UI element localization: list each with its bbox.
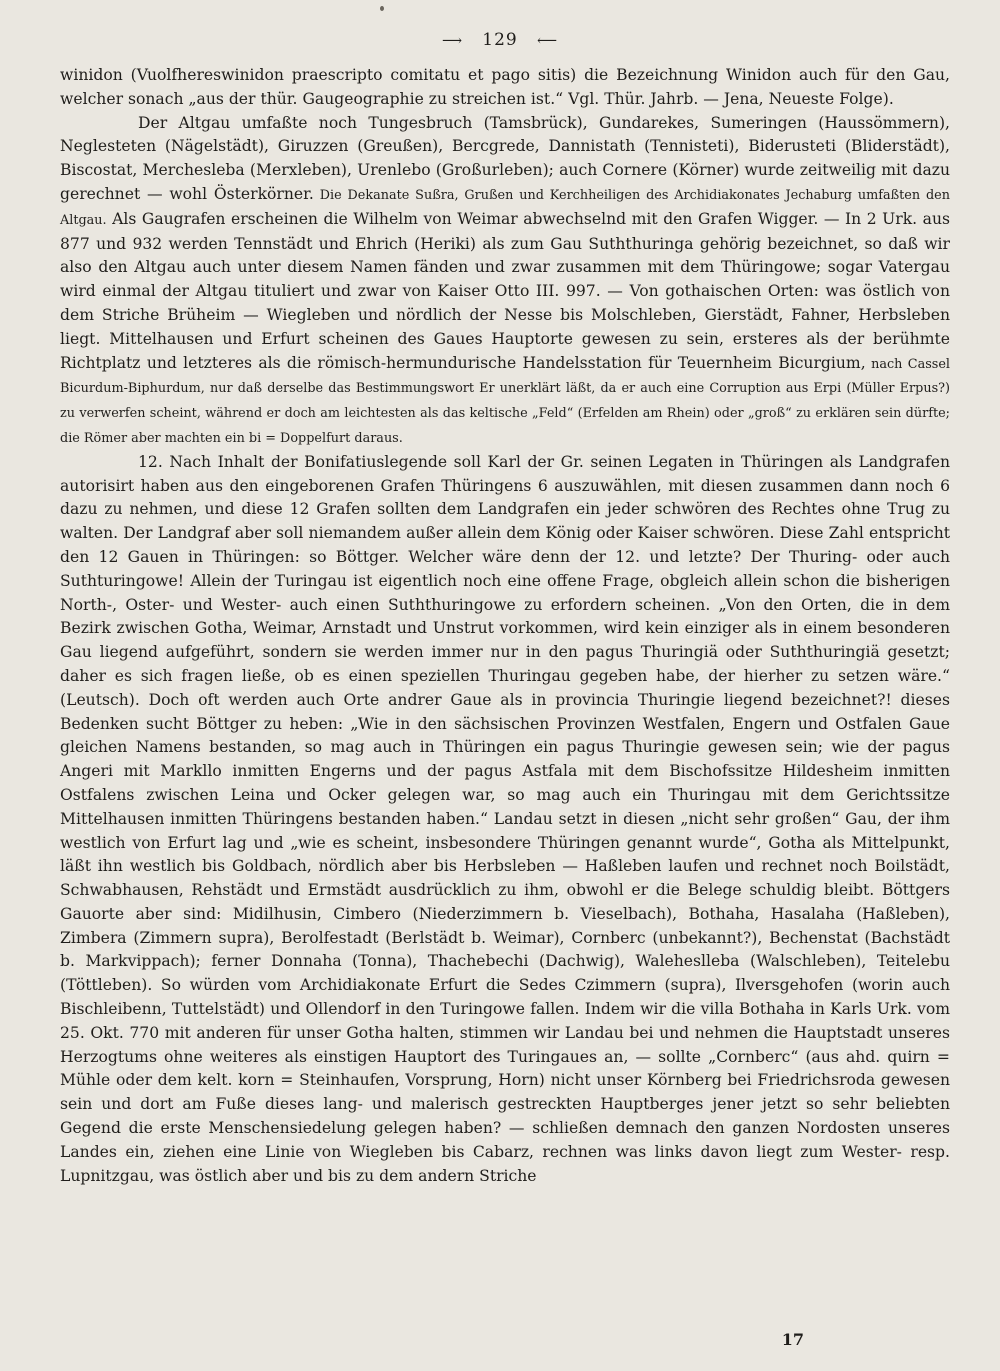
- ornament-left-icon: ⟶: [441, 33, 464, 49]
- paragraph-2-note: Die Dekanate Sußra, Grußen und Kerchheiligen des Archidiakonates Jechaburg umfaßten den Altgau.: [60, 187, 950, 228]
- body-text: [60, 64, 950, 1188]
- ink-fleck: [380, 6, 384, 11]
- paragraph-2-tail: Als Gaugrafen erscheinen die Wilhelm von Weimar abwechselnd mit den Grafen Wigger. — In 2 Urk. aus 877 und 932 werden Tennstädt und Ehrich (Heriki) als zum Gau Suththuringa gehörig bezeichnet, so daß wir also den Altgau auch unter diesem Namen fänden und zwar zusammen mit dem Thüringowe; sogar Vatergau wird einmal der Altgau tituliert und zwar von Kaiser Otto III. 997. — Von gothaischen Orten: was östlich von dem Striche Brüheim — Wiegleben und nördlich der Nesse bis Molschleben, Gierstädt, Fahner, Herbsleben liegt. Mittelhausen und Erfurt scheinen des Gaues Hauptorte gewesen zu sein, ersteres als der berühmte Richtplatz und letzteres als die römisch-hermundurische Handelsstation für Teuernheim Bicurgium,: [60, 209, 950, 372]
- paragraph-2: [60, 112, 950, 451]
- ornament-right-icon: ⟵: [536, 33, 559, 49]
- paragraph-2-text: Der Altgau umfaßte noch Tungesbruch (Tamsbrück), Gundarekes, Sumeringen (Haussömmern), Neglesteten (Nägelstädt), Giruzzen (Greußen), Bercgrede, Dannistath (Tennisteti), Biderusteti (Bliderstädt), Biscostat, Merchesleba (Merxleben), Urenlebo (Großurleben); auch Cornere (Körner) wurde zeitweilig mit dazu gerechnet — wohl Österkörner.: [60, 113, 950, 203]
- page-number: 129: [482, 30, 518, 50]
- page-header: [0, 30, 1000, 50]
- paragraph-2-note-2: nach Cassel Bicurdum-Biphurdum, nur daß derselbe das Bestimmungswort Er unerklärt läßt, da er auch eine Corruption aus Erpi (Müller Erpus?) zu verwerfen scheint, während er doch am leichtesten als das keltische „Feld“ (Erfelden am Rhein) oder „groß“ zu erklären sein dürfte; die Römer aber machten ein bi = Doppelfurt daraus.: [60, 356, 951, 446]
- paragraph-3: 12. Nach Inhalt der Bonifatiuslegende soll Karl der Gr. seinen Legaten in Thüringen als Landgrafen autorisirt haben aus den eingeborenen Grafen Thüringens 6 auszuwählen, mit diesen zusammen dann noch 6 dazu zu nehmen, und diese 12 Grafen sollten dem Landgrafen ein jeder schwören des Rechtes ohne Trug zu walten. Der Landgraf aber soll niemandem außer allein dem König oder Kaiser schwören. Diese Zahl entspricht den 12 Gauen in Thüringen: so Böttger. Welcher wäre denn der 12. und letzte? Der Thuring- oder auch Suthturingowe! Allein der Turingau ist eigentlich noch eine offene Frage, obgleich allein schon die bisherigen North-, Oster- und Wester- auch einen Suththuringowe zu erfordern scheinen. „Von den Orten, die in dem Bezirk zwischen Gotha, Weimar, Arnstadt und Unstrut vorkommen, wird kein einziger als in einem besonderen Gau liegend aufgeführt, sondern sie werden immer nur in den pagus Thuringiä oder Suththuringiä gesetzt; daher es sich fragen ließe, ob es einen speziellen Thuringau gegeben habe, der hierher zu setzen wäre.“ (Leutsch). Doch oft werden auch Orte andrer Gaue als in provincia Thuringie liegend bezeichnet?! dieses Bedenken sucht Böttger zu heben: „Wie in den sächsischen Provinzen Westfalen, Engern und Ostfalen Gaue gleichen Namens bestanden, so mag auch in Thüringen ein pagus Thuringie gewesen sein; wie der pagus Angeri mit Markllo inmitten Engerns und der pagus Astfala mit dem Bischofssitze Hildesheim inmitten Ostfalens zwischen Leina und Ocker gelegen war, so mag auch ein Thuringau mit dem Gerichtssitze Mittelhausen inmitten Thüringens bestanden haben.“ Landau setzt in diesen „nicht sehr großen“ Gau, der ihm westlich von Erfurt lag und „wie es scheint, insbesondere Thüringen genannt wurde“, Gotha als Mittelpunkt, läßt ihn westlich bis Goldbach, nördlich aber bis Herbsleben — Haßleben laufen und rechnet noch Boilstädt, Schwabhausen, Rehstädt und Ermstädt ausdrücklich zu ihm, obwohl er die Belege schuldig bleibt. Böttgers Gauorte aber sind: Midilhusin, Cimbero (Niederzimmern b. Vieselbach), Bothaha, Hasalaha (Haßleben), Zimbera (Zimmern supra), Berolfestadt (Berlstädt b. Weimar), Cornberc (unbekannt?), Bechenstat (Bachstädt b. Markvippach); ferner Donnaha (Tonna), Thachebechi (Dachwig), Waleheslleba (Walschleben), Teitelebu (Töttleben). So würden vom Archidiakonate Erfurt die Sedes Czimmern (supra), Ilversgehofen (worin auch Bischleibenn, Tuttelstädt) und Ollendorf in den Turingowe fallen. Indem wir die villa Bothaha in Karls Urk. vom 25. Okt. 770 mit anderen für unser Gotha halten, stimmen wir Landau bei und nehmen die Hauptstadt unseres Herzogtums ohne weiteres als einstigen Hauptort des Turingaues an, — sollte „Cornberc“ (aus ahd. quirn = Mühle oder dem kelt. korn = Steinhaufen, Vorsprung, Horn) nicht unser Körnberg bei Friedrichsroda gewesen sein und dort am Fuße dieses lang- und malerisch gestreckten Hauptberges jener jetzt so sehr beliebten Gegend die erste Menschensiedelung gelegen haben? — schließen demnach den ganzen Nordosten unseres Landes ein, ziehen eine Linie von Wiegleben bis Cabarz, rechnen was links davon liegt zum Wester- resp. Lupnitzgau, was östlich aber und bis zu dem andern Striche: [60, 452, 950, 1185]
- paragraph-1: winidon (Vuolfhereswinidon praescripto comitatu et pago sitis) die Bezeichnung Winidon auch für den Gau, welcher sonach „aus der thür. Gaugeographie zu streichen ist.“ Vgl. Thür. Jahrb. — Jena, Neueste Folge).: [60, 66, 950, 108]
- signature-mark: 17: [781, 1330, 804, 1349]
